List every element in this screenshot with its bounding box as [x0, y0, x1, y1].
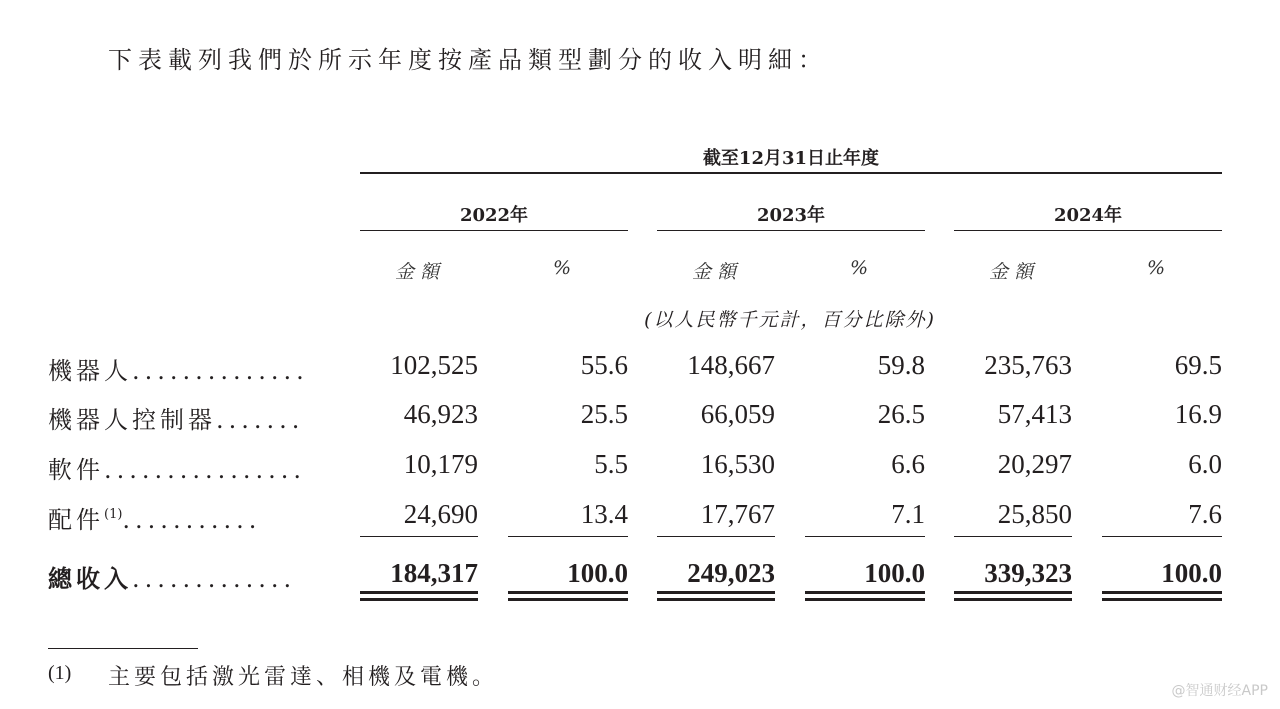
row-label-robot: 機器人.............. [48, 357, 309, 385]
total-percent: 100.0 [1161, 558, 1222, 588]
period-header: 截至12月31日止年度 [702, 148, 880, 169]
cell-amount: 102,525 [390, 350, 478, 380]
total-double-rule-bottom [805, 598, 925, 601]
row-label-accessories: 配件$^{(1)}$........... [48, 506, 262, 534]
footnote-marker: (1) [104, 507, 123, 522]
cell-percent: 26.5 [877, 399, 925, 429]
cell-percent: 13.4 [580, 499, 628, 529]
total-double-rule-bottom [508, 598, 628, 601]
cell-percent: 59.8 [877, 350, 925, 380]
row-label-software: 軟件................ [48, 456, 307, 484]
footnote-text: 主要包括激光雷達、相機及電機。 [108, 665, 499, 690]
total-amount: 249,023 [687, 558, 775, 588]
cell-percent: 55.6 [580, 350, 628, 380]
intro-text: 下表載列我們於所示年度按產品類型劃分的收入明細： [108, 46, 828, 74]
cell-amount: 17,767 [700, 499, 775, 529]
year-rule [360, 230, 628, 231]
cell-amount: 25,850 [997, 499, 1072, 529]
percent-header: % [849, 257, 875, 279]
cell-percent: 16.9 [1174, 399, 1222, 429]
total-double-rule-bottom [1102, 598, 1222, 601]
cell-percent: 6.6 [891, 449, 925, 479]
total-double-rule-top [805, 591, 925, 594]
subtotal-rule [954, 536, 1072, 537]
year-rule [954, 230, 1222, 231]
total-double-rule-top [657, 591, 775, 594]
cell-amount: 57,413 [997, 399, 1072, 429]
subtotal-rule [657, 536, 775, 537]
year-header-2022: 2022年 [459, 205, 529, 226]
total-percent: 100.0 [567, 558, 628, 588]
percent-header: % [552, 257, 578, 279]
total-double-rule-top [360, 591, 478, 594]
subtotal-rule [508, 536, 628, 537]
cell-percent: 7.1 [891, 499, 925, 529]
year-header-2023: 2023年 [756, 205, 826, 226]
cell-amount: 20,297 [997, 449, 1072, 479]
cell-amount: 235,763 [984, 350, 1072, 380]
amount-header: 金額 [988, 261, 1039, 283]
cell-amount: 148,667 [687, 350, 775, 380]
cell-percent: 7.6 [1188, 499, 1222, 529]
watermark: @智通财经APP [1171, 683, 1268, 699]
total-double-rule-top [1102, 591, 1222, 594]
amount-header: 金額 [394, 261, 445, 283]
row-label-total: 總收入............. [48, 564, 297, 593]
total-amount: 339,323 [984, 558, 1072, 588]
cell-amount: 10,179 [403, 449, 478, 479]
subtotal-rule [1102, 536, 1222, 537]
header-rule [360, 172, 1222, 174]
cell-amount: 46,923 [403, 399, 478, 429]
total-double-rule-bottom [360, 598, 478, 601]
year-rule [657, 230, 925, 231]
cell-percent: 5.5 [594, 449, 628, 479]
cell-amount: 24,690 [403, 499, 478, 529]
year-header-2024: 2024年 [1053, 205, 1123, 226]
cell-percent: 69.5 [1174, 350, 1222, 380]
total-double-rule-top [954, 591, 1072, 594]
total-percent: 100.0 [864, 558, 925, 588]
row-label-robot-controller: 機器人控制器....... [48, 406, 305, 434]
unit-note: (以人民幣千元計，百分比除外) [644, 309, 936, 331]
total-double-rule-top [508, 591, 628, 594]
cell-percent: 6.0 [1188, 449, 1222, 479]
footnote-number: (1) [48, 662, 72, 684]
amount-header: 金額 [691, 261, 742, 283]
total-amount: 184,317 [390, 558, 478, 588]
cell-percent: 25.5 [580, 399, 628, 429]
cell-amount: 66,059 [700, 399, 775, 429]
subtotal-rule [805, 536, 925, 537]
percent-header: % [1146, 257, 1172, 279]
footnote-rule [48, 648, 198, 649]
subtotal-rule [360, 536, 478, 537]
cell-amount: 16,530 [700, 449, 775, 479]
total-double-rule-bottom [657, 598, 775, 601]
total-double-rule-bottom [954, 598, 1072, 601]
